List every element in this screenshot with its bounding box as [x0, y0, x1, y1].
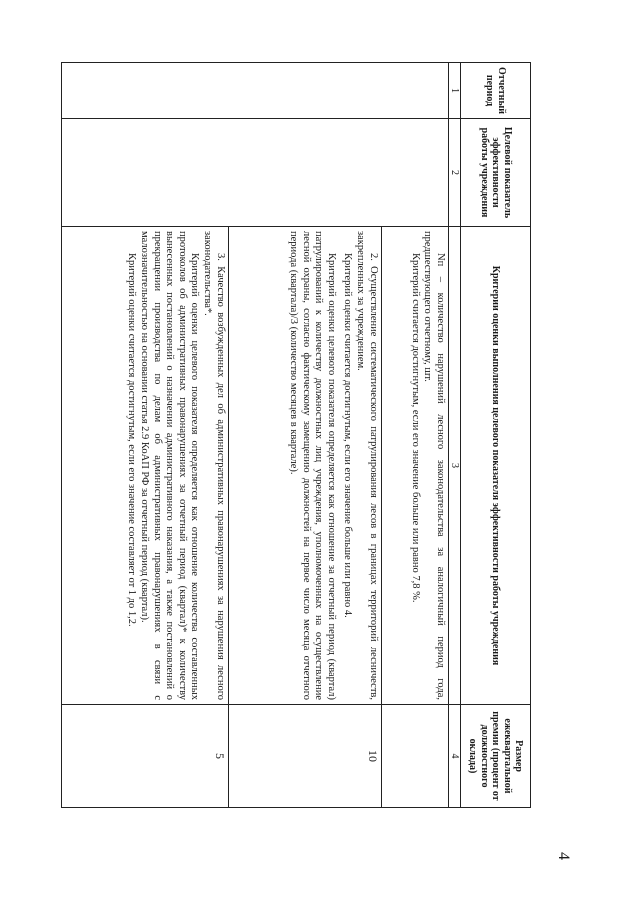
criteria-3-title: 3. Качество возбужденных дел об административных правонарушениях за нарушения лесного законодательства*.: [202, 231, 226, 700]
criteria-2-method: Критерий оценки целевого показателя определяется как отношение за отчетный период (квартал) патрулирований к количеству должностных лиц учреждения, уполномоченных на осуществление лесной охраны, согласно фактическому замещению должностей на первое число месяца отчетного периода (квартала)/3 (количество месяцев в квартале).: [288, 231, 337, 700]
indicator-cell: [62, 119, 449, 227]
criteria-cell-2: [228, 227, 381, 705]
bonus-cell-3: [62, 705, 229, 808]
header-period: Отчетный период: [461, 63, 531, 119]
bonus-cell-1: [381, 705, 448, 808]
criteria-cell-3: [62, 227, 229, 705]
header-bonus: Размер ежеквартальной премии (процент от должностного оклада): [461, 705, 531, 808]
criteria-cell-1: [381, 227, 448, 705]
page-number: 4: [555, 852, 572, 860]
period-cell: [62, 63, 449, 119]
criteria-1-definition: Nп – количество нарушений лесного законодательства за аналогичный период года, предшествующего отчетному, шт.: [422, 231, 446, 700]
criteria-table-page: [61, 62, 531, 807]
bonus-cell-2: [228, 705, 381, 808]
column-number-4: 4: [449, 705, 461, 808]
header-indicator: Целевой показатель эффективности работы учреждения: [461, 119, 531, 227]
criteria-2-title: 2. Осуществление систематического патрулирования лесов в границах территорий лесничеств, закрепленных за учреждением.: [355, 231, 379, 700]
criteria-2-threshold: Критерий оценки считается достигнутым, если его значение больше или равно 4.: [342, 253, 354, 618]
criteria-3-threshold: Критерий оценки считается достигнутым, если его значение составляет от 1 до 1,2.: [126, 253, 138, 627]
criteria-table: [61, 62, 531, 808]
bonus-value-2: 10: [365, 750, 380, 762]
header-criteria: Критерии оценки выполнения целевого показателя эффективности работы учреждения: [461, 227, 531, 705]
bonus-value-3: 5: [212, 753, 227, 759]
criteria-1-threshold: Критерий считается достигнутым, если его значение больше или равно 7,8 %.: [409, 253, 421, 603]
column-number-1: 1: [449, 63, 461, 119]
criteria-3-method: Критерий оценки целевого показателя определяется как отношение количества составленных протоколов об административных правонарушениях за отчетный период (квартал)* к количеству вынесенных постановлений о назначении административного наказания, а также постановлений о прекращении производства по делам об административных правонарушениях в связи с малозначительностью на основании статья 2.9 КоАП РФ за отчетный период (квартал).: [139, 231, 201, 700]
column-number-2: 2: [449, 119, 461, 227]
column-number-3: 3: [449, 227, 461, 705]
